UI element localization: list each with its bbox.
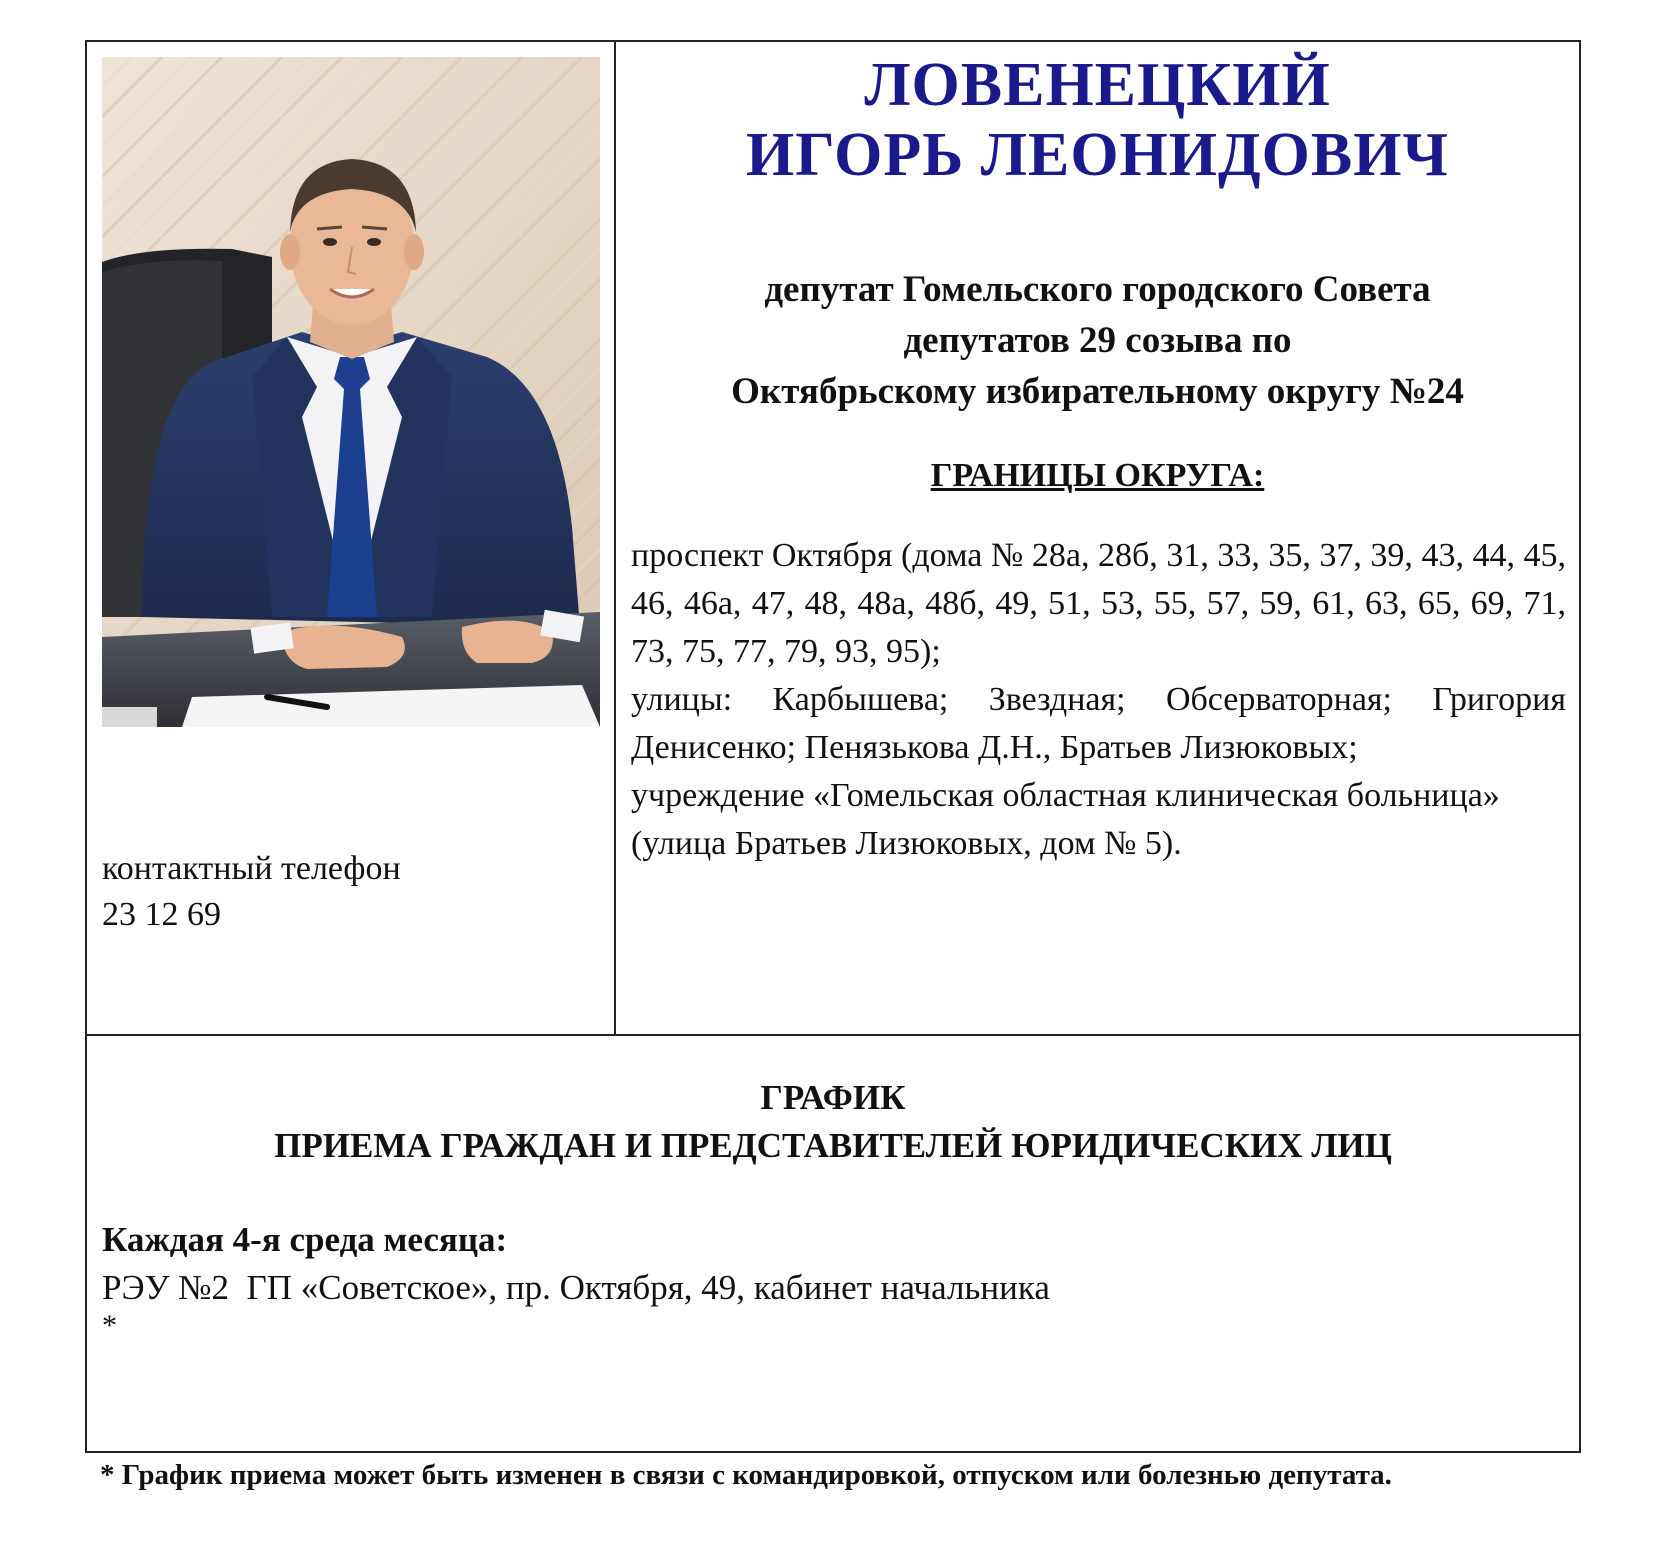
- schedule-asterisk: *: [102, 1309, 117, 1342]
- schedule-day: Каждая 4-я среда месяца:: [102, 1220, 508, 1259]
- schedule-section: [87, 1036, 1579, 1455]
- contact-phone-label: контактный телефон: [102, 850, 401, 887]
- profile-section: [87, 42, 1579, 1036]
- district-bounds-heading: ГРАНИЦЫ ОКРУГА:: [930, 457, 1265, 494]
- deputy-given-name: ИГОРЬ ЛЕОНИДОВИЧ: [746, 121, 1449, 189]
- schedule-title-line: ПРИЕМА ГРАЖДАН И ПРЕДСТАВИТЕЛЕЙ ЮРИДИЧЕСКИХ ЛИЦ: [274, 1126, 1392, 1165]
- district-paragraph: улицы: Карбышева; Звездная; Обсерваторная; Григория Денисенко; Пенязькова Д.Н., Братьев Лизюковых;: [631, 681, 1566, 766]
- role-line: депутат Гомельского городского Совета: [764, 269, 1431, 310]
- schedule-footnote: * График приема может быть изменен в связи с командировкой, отпуском или болезнью депутата.: [100, 1459, 1392, 1491]
- deputy-role: [616, 264, 1579, 417]
- district-paragraph: проспект Октября (дома № 28а, 28б, 31, 33, 35, 37, 39, 43, 44, 45, 46, 46а, 47, 48, 48а, 48б, 49, 51, 53, 55, 57, 59, 61, 63, 65, 69, 71, 73, 75, 77, 79, 93, 95);: [631, 537, 1566, 670]
- district-paragraph: (улица Братьев Лизюковых, дом № 5).: [631, 825, 1182, 862]
- info-sheet: [85, 40, 1581, 1453]
- schedule-title: [87, 1074, 1579, 1170]
- contact-phone-number: 23 12 69: [102, 896, 221, 933]
- role-line: Октябрьскому избирательному округу №24: [731, 371, 1464, 412]
- district-bounds-text: [631, 532, 1566, 868]
- district-paragraph: учреждение «Гомельская областная клиническая больница»: [631, 777, 1500, 814]
- schedule-place: РЭУ №2 ГП «Советское», пр. Октября, 49, кабинет начальника: [102, 1268, 1050, 1307]
- info-column: [616, 42, 1579, 1034]
- deputy-surname: ЛОВЕНЕЦКИЙ: [864, 51, 1331, 119]
- deputy-photo: [102, 57, 600, 727]
- photo-column: [87, 42, 616, 1034]
- role-line: депутатов 29 созыва по: [903, 320, 1292, 361]
- schedule-title-line: ГРАФИК: [760, 1078, 906, 1117]
